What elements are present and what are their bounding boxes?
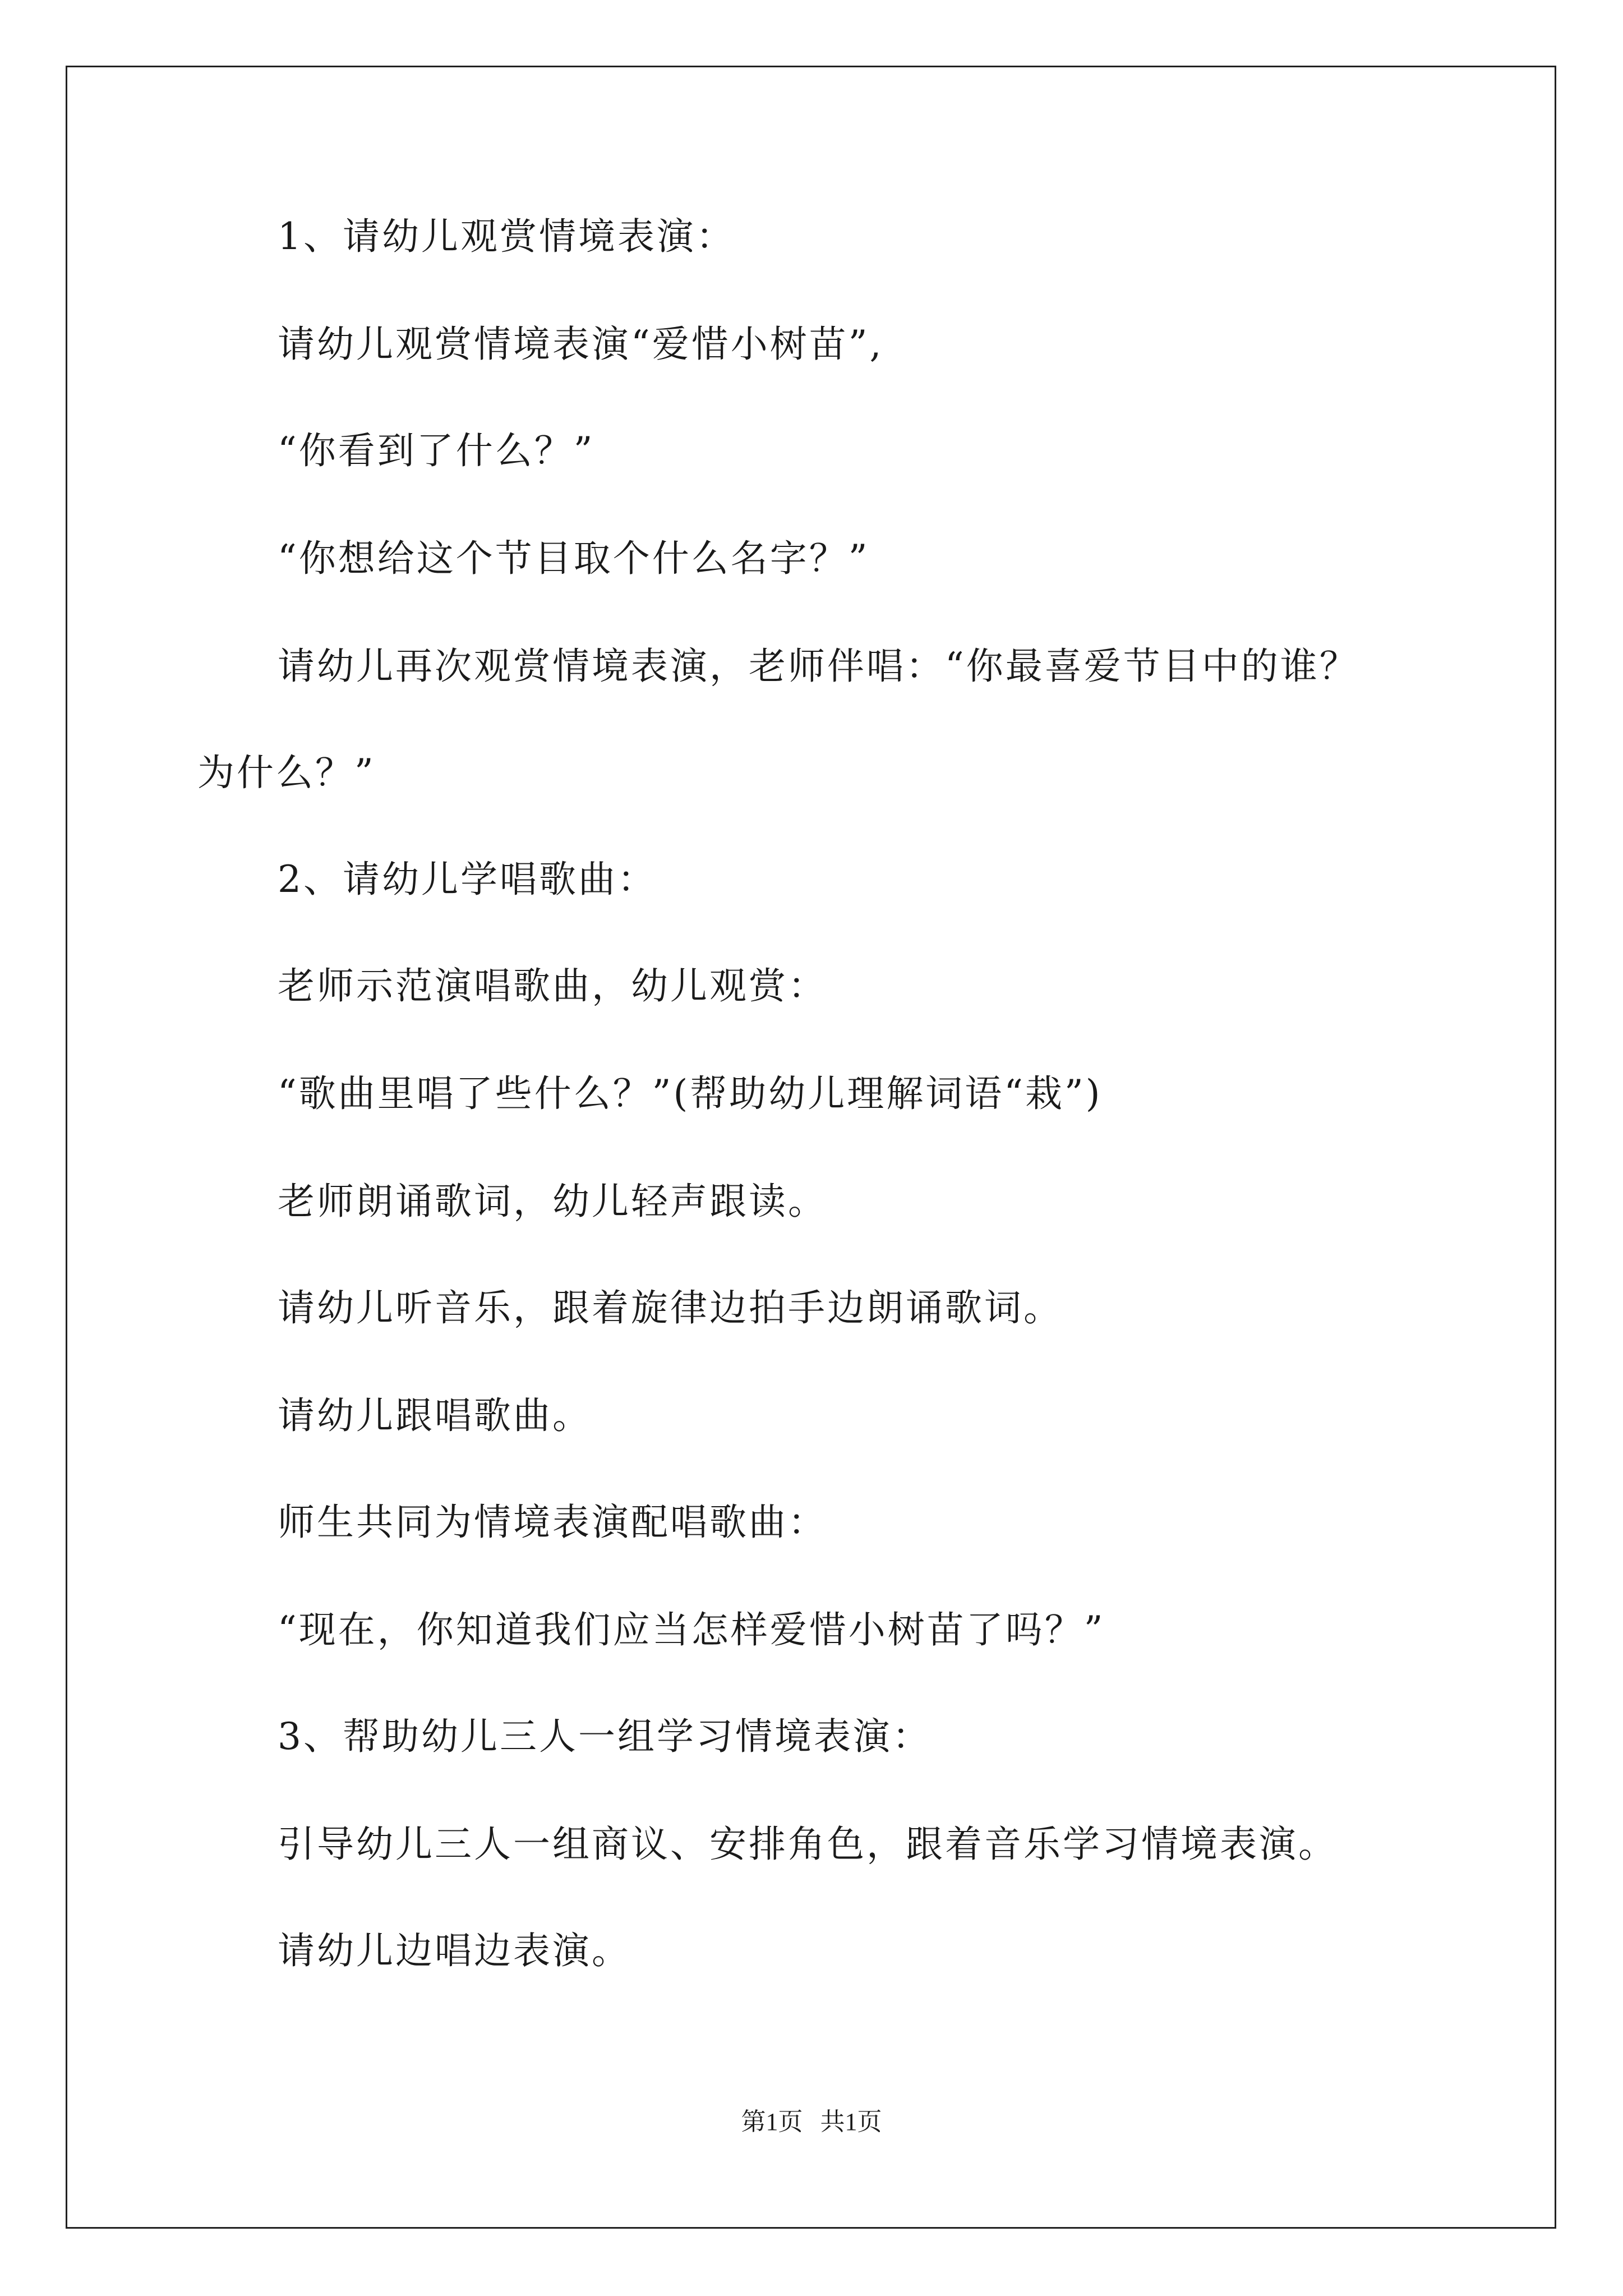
page-footer (0, 2106, 1623, 2138)
paragraph-line: 3、帮助幼儿三人一组学习情境表演： (278, 1715, 932, 1758)
page-total: 共1页 (820, 2108, 882, 2136)
paragraph-line: 2、请幼儿学唱歌曲： (278, 858, 657, 901)
paragraph-line: 请幼儿边唱边表演。 (278, 1929, 631, 1972)
paragraph-line: 请幼儿跟唱歌曲。 (278, 1394, 592, 1437)
paragraph-line: “你看到了什么？” (278, 429, 595, 472)
paragraph-line: “你想给这个节目取个什么名字？” (278, 537, 870, 580)
paragraph-line: 请幼儿再次观赏情境表演，老师伴唱：“你最喜爱节目中的谁？ (278, 645, 1359, 688)
paragraph-line: 请幼儿听音乐，跟着旋律边拍手边朗诵歌词。 (278, 1286, 1063, 1329)
paragraph-line: 引导幼儿三人一组商议、安排角色，跟着音乐学习情境表演。 (278, 1823, 1338, 1866)
page-number: 第1页 (741, 2108, 803, 2136)
paragraph-line: 请幼儿观赏情境表演“爱惜小树苗”, (278, 323, 884, 366)
paragraph-line: 老师示范演唱歌曲，幼儿观赏： (278, 964, 827, 1007)
paragraph-line: 1、请幼儿观赏情境表演： (278, 215, 735, 258)
paragraph-line: 师生共同为情境表演配唱歌曲： (278, 1501, 827, 1544)
paragraph-line: “歌曲里唱了些什么？”(帮助幼儿理解词语“栽”) (278, 1072, 1103, 1115)
paragraph-line: “现在，你知道我们应当怎样爱惜小树苗了吗？” (278, 1608, 1105, 1651)
paragraph-line: 为什么？” (197, 751, 376, 794)
paragraph-line: 老师朗诵歌词，幼儿轻声跟读。 (278, 1180, 827, 1223)
